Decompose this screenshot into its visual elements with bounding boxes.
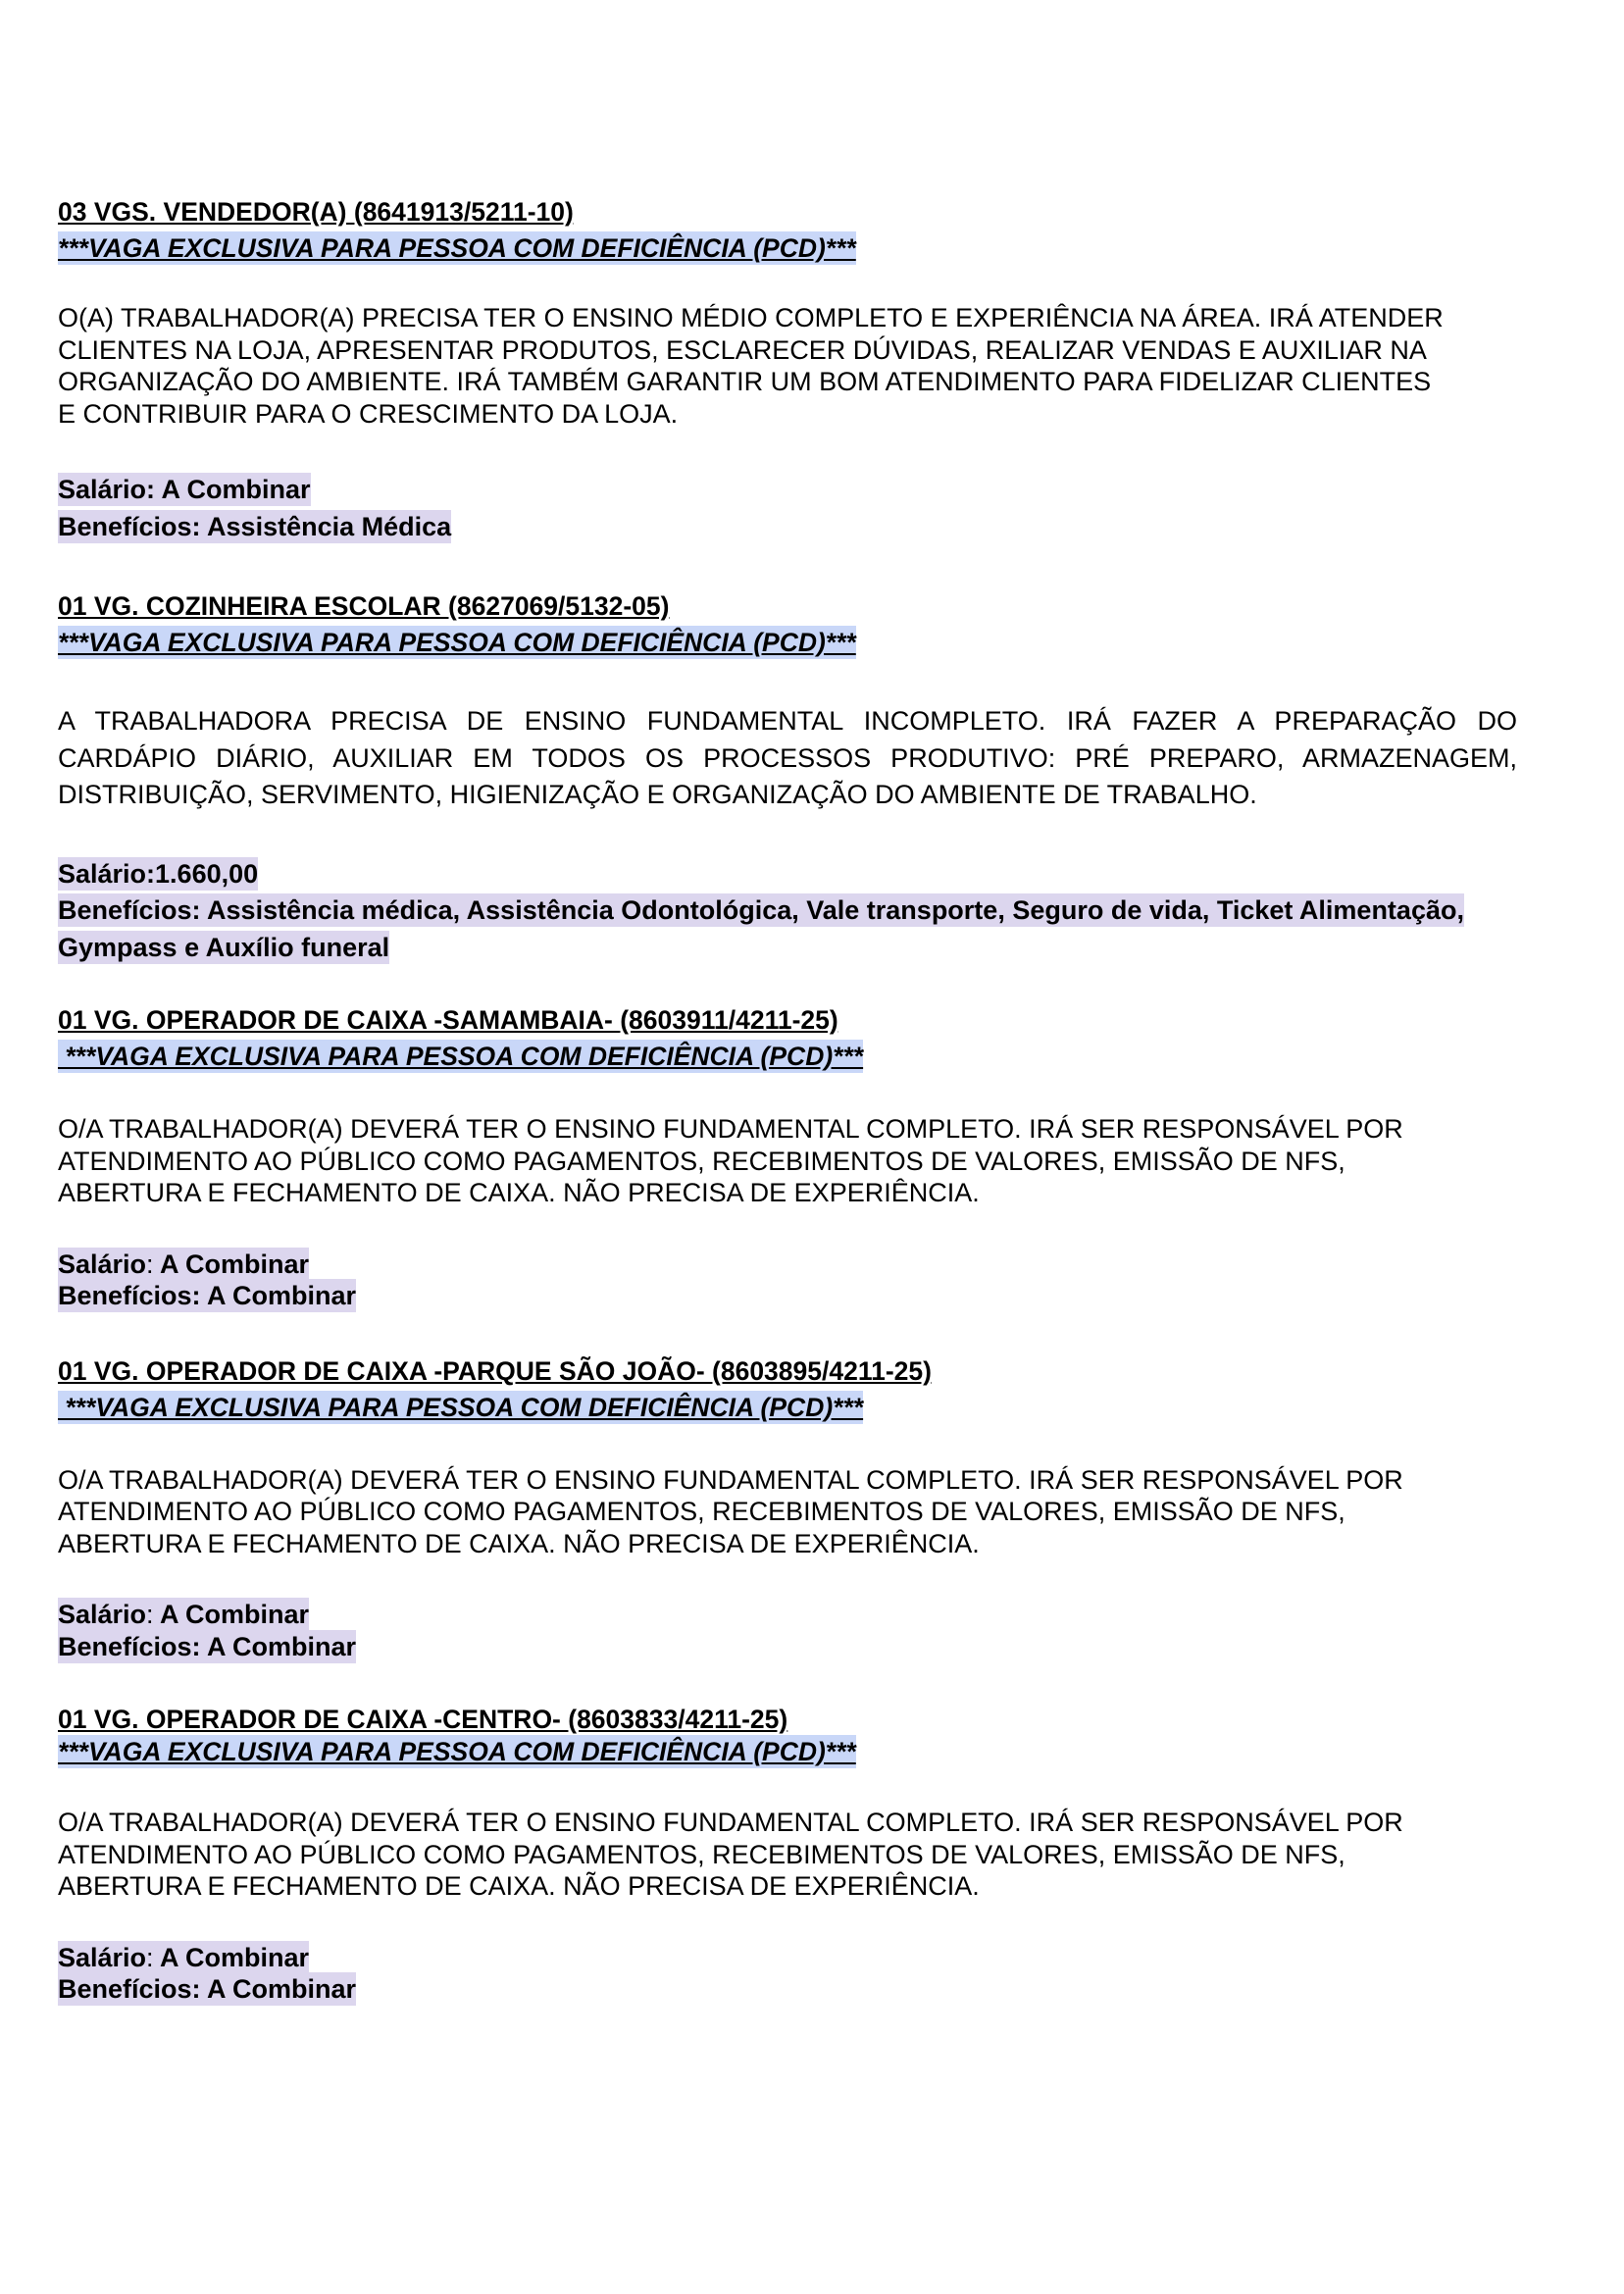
salary-label: Salário — [58, 1600, 147, 1629]
salary-label: Salário — [58, 1942, 147, 1972]
benefits-line — [58, 1280, 1539, 1312]
job-description — [58, 1807, 1539, 1903]
job-title: 03 VGS. VENDEDOR(A) (8641913/5211-10) — [58, 197, 574, 227]
pcd-notice — [58, 1389, 1539, 1431]
job-title: 01 VG. OPERADOR DE CAIXA -SAMAMBAIA- (8603911/4211-25) — [58, 1005, 838, 1035]
job-description — [58, 1113, 1539, 1209]
description-line: DISTRIBUIÇÃO, SERVIMENTO, HIGIENIZAÇÃO E ORGANIZAÇÃO DO AMBIENTE DE TRABALHO. — [58, 780, 1257, 809]
job-description — [58, 302, 1539, 430]
pcd-notice — [58, 1735, 1539, 1773]
benefits-line — [58, 509, 1539, 546]
job-title: 01 VG. OPERADOR DE CAIXA -PARQUE SÃO JOÃO- (8603895/4211-25) — [58, 1355, 932, 1386]
salary-line — [58, 472, 1539, 509]
description-line: CLIENTES NA LOJA, APRESENTAR PRODUTOS, ESCLARECER DÚVIDAS, REALIZAR VENDAS E AUXILIAR NA — [58, 334, 1427, 365]
pcd-notice — [58, 1038, 1539, 1080]
description-line: ORGANIZAÇÃO DO AMBIENTE. IRÁ TAMBÉM GARANTIR UM BOM ATENDIMENTO PARA FIDELIZAR CLIENTES — [58, 367, 1432, 396]
description-line: ATENDIMENTO AO PÚBLICO COMO PAGAMENTOS, RECEBIMENTOS DE VALORES, EMISSÃO DE NFS, — [58, 1497, 1345, 1526]
salary-value: A Combinar — [153, 1942, 310, 1972]
salary-label: Salário — [58, 1249, 147, 1279]
description-line: O/A TRABALHADOR(A) DEVERÁ TER O ENSINO FUNDAMENTAL COMPLETO. IRÁ SER RESPONSÁVEL POR — [58, 1114, 1403, 1144]
benefits-line — [58, 1631, 1539, 1663]
benefits-line — [58, 1973, 1539, 2006]
benefits-text: Benefícios: Assistência médica, Assistência Odontológica, Vale transporte, Seguro de vida, Ticket Alimentação, — [58, 895, 1464, 925]
salary-text: Salário:1.660,00 — [58, 858, 259, 889]
job-listings-document — [58, 194, 1539, 2006]
job-meta — [58, 1249, 1539, 1312]
description-line: O(A) TRABALHADOR(A) PRECISA TER O ENSINO MÉDIO COMPLETO E EXPERIÊNCIA NA ÁREA. IRÁ ATENDER — [58, 303, 1444, 332]
description-line: O/A TRABALHADOR(A) DEVERÁ TER O ENSINO FUNDAMENTAL COMPLETO. IRÁ SER RESPONSÁVEL POR — [58, 1808, 1403, 1837]
benefits-text: Benefícios: A Combinar — [58, 1974, 357, 2004]
salary-text — [58, 1248, 309, 1281]
benefits-text: Gympass e Auxílio funeral — [58, 932, 390, 962]
description-line: ATENDIMENTO AO PÚBLICO COMO PAGAMENTOS, RECEBIMENTOS DE VALORES, EMISSÃO DE NFS, — [58, 1839, 1345, 1869]
job-meta — [58, 472, 1539, 545]
job-listing-cozinheira — [58, 588, 1539, 966]
salary-text — [58, 1941, 309, 1974]
salary-text: Salário: A Combinar — [58, 475, 311, 504]
job-meta — [58, 856, 1539, 967]
job-description — [58, 1464, 1539, 1560]
job-title: 01 VG. OPERADOR DE CAIXA -CENTRO- (8603833/4211-25) — [58, 1705, 788, 1734]
pcd-notice — [58, 229, 1539, 272]
job-description — [58, 703, 1517, 814]
pcd-notice-text: ***VAGA EXCLUSIVA PARA PESSOA COM DEFICIÊNCIA (PCD)*** — [58, 233, 856, 263]
description-line: ABERTURA E FECHAMENTO DE CAIXA. NÃO PRECISA DE EXPERIÊNCIA. — [58, 1528, 980, 1558]
job-title: 01 VG. COZINHEIRA ESCOLAR (8627069/5132-05) — [58, 591, 670, 621]
salary-value: A Combinar — [153, 1249, 310, 1279]
benefits-line — [58, 892, 1539, 930]
pcd-notice-text: ***VAGA EXCLUSIVA PARA PESSOA COM DEFICIÊNCIA (PCD)*** — [58, 1042, 864, 1071]
pcd-notice-text: ***VAGA EXCLUSIVA PARA PESSOA COM DEFICIÊNCIA (PCD)*** — [58, 1392, 864, 1422]
salary-colon: : — [146, 1942, 154, 1972]
description-line: CARDÁPIO DIÁRIO, AUXILIAR EM TODOS OS PROCESSOS PRODUTIVO: PRÉ PREPARO, ARMAZENAGEM, — [58, 742, 1517, 773]
benefits-line — [58, 930, 1539, 967]
job-meta — [58, 1599, 1539, 1662]
salary-value: A Combinar — [153, 1600, 310, 1629]
description-line: ATENDIMENTO AO PÚBLICO COMO PAGAMENTOS, RECEBIMENTOS DE VALORES, EMISSÃO DE NFS, — [58, 1146, 1345, 1176]
salary-colon: : — [146, 1600, 154, 1629]
description-line: A TRABALHADORA PRECISA DE ENSINO FUNDAMENTAL INCOMPLETO. IRÁ FAZER A PREPARAÇÃO DO — [58, 706, 1517, 736]
salary-line — [58, 1249, 1539, 1281]
benefits-text: Benefícios: A Combinar — [58, 1281, 357, 1310]
salary-text — [58, 1598, 309, 1631]
pcd-notice-text: ***VAGA EXCLUSIVA PARA PESSOA COM DEFICIÊNCIA (PCD)*** — [58, 628, 856, 657]
job-meta — [58, 1942, 1539, 2006]
salary-line — [58, 1599, 1539, 1631]
description-line: O/A TRABALHADOR(A) DEVERÁ TER O ENSINO FUNDAMENTAL COMPLETO. IRÁ SER RESPONSÁVEL POR — [58, 1464, 1403, 1495]
job-listing-operador-samambaia — [58, 1002, 1539, 1312]
job-listing-operador-parque-sao-joao — [58, 1353, 1539, 1663]
job-listing-operador-centro — [58, 1704, 1539, 2006]
pcd-notice — [58, 624, 1539, 666]
pcd-notice-text: ***VAGA EXCLUSIVA PARA PESSOA COM DEFICIÊNCIA (PCD)*** — [58, 1737, 856, 1766]
description-line: ABERTURA E FECHAMENTO DE CAIXA. NÃO PRECISA DE EXPERIÊNCIA. — [58, 1178, 980, 1207]
benefits-text: Benefícios: A Combinar — [58, 1631, 357, 1661]
salary-colon: : — [146, 1249, 154, 1279]
benefits-text: Benefícios: Assistência Médica — [58, 511, 452, 541]
description-line: ABERTURA E FECHAMENTO DE CAIXA. NÃO PRECISA DE EXPERIÊNCIA. — [58, 1871, 980, 1901]
salary-line — [58, 856, 1539, 893]
description-line: E CONTRIBUIR PARA O CRESCIMENTO DA LOJA. — [58, 398, 679, 429]
salary-line — [58, 1942, 1539, 1974]
job-listing-vendedor — [58, 194, 1539, 545]
